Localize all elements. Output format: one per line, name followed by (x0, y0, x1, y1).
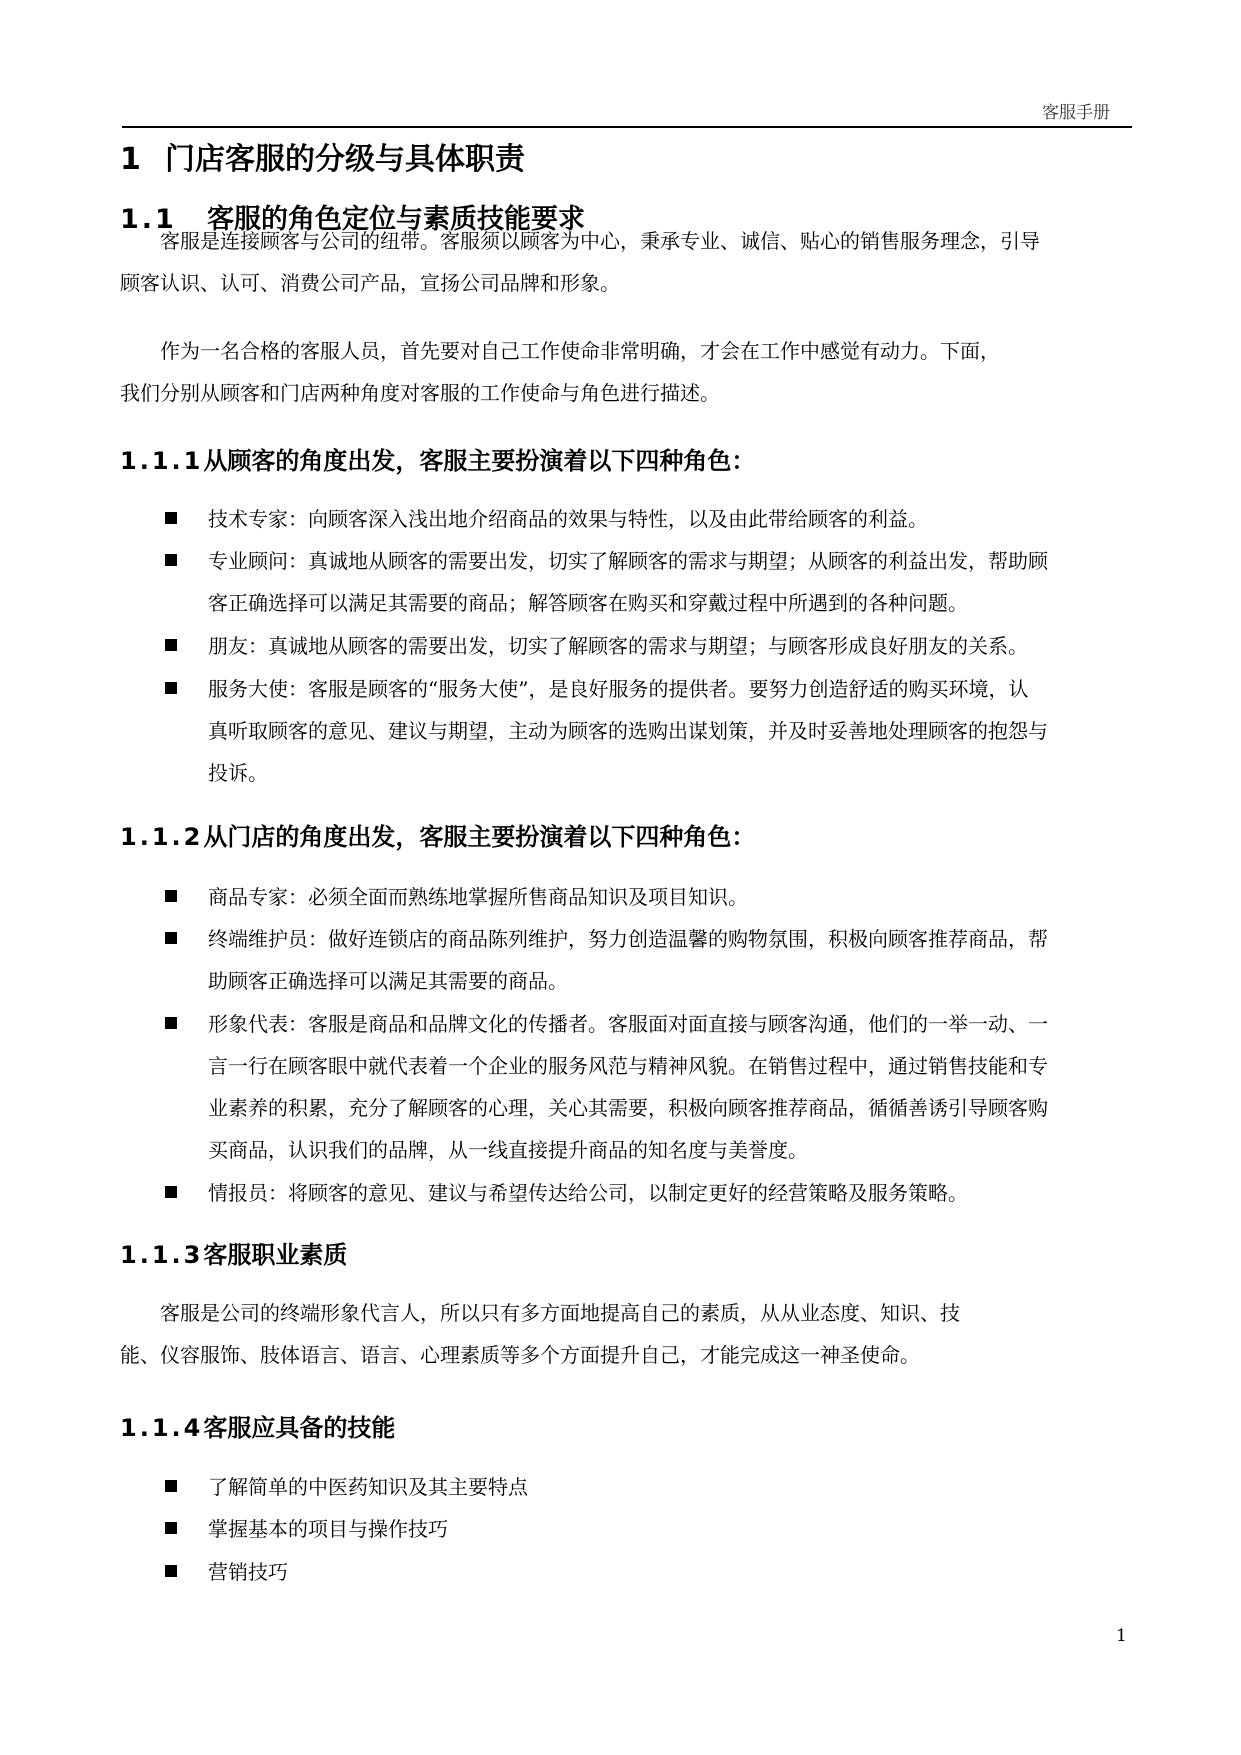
text-line: 朋友：真诚地从顾客的需要出发，切实了解顾客的需求与期望；与顾客形成良好朋友的关系。 (208, 634, 1028, 658)
text-line: 营销技巧 (208, 1560, 288, 1584)
chapter-heading (120, 134, 525, 178)
text-line: 情报员：将顾客的意见、建议与希望传达给公司，以制定更好的经营策略及服务策略。 (208, 1181, 968, 1205)
text-line: 言一行在顾客眼中就代表着一个企业的服务风范与精神风貌。在销售过程中，通过销售技能和专 (208, 1054, 1048, 1078)
square-bullet-icon (165, 1186, 177, 1198)
subsection-heading-1-1-1 (120, 441, 755, 476)
text-line: 客服是公司的终端形象代言人，所以只有多方面地提高自己的素质，从从业态度、知识、技 (160, 1301, 960, 1325)
subsection-heading-1-1-2 (120, 817, 755, 852)
subsection-number: 1.1.1 (120, 447, 204, 475)
subsection-number: 1.1.4 (120, 1414, 204, 1442)
list-item (165, 1551, 288, 1593)
square-bullet-icon (165, 1480, 177, 1492)
subsection-title: 从顾客的角度出发，客服主要扮演着以下四种角色： (203, 447, 756, 475)
text-line: 顾客认识、认可、消费公司产品，宣扬公司品牌和形象。 (120, 271, 620, 295)
subsection-title: 客服职业素质 (203, 1241, 348, 1269)
square-bullet-icon (165, 1017, 177, 1029)
text-line: 了解简单的中医药知识及其主要特点 (208, 1475, 528, 1499)
text-line: 买商品，认识我们的品牌，从一线直接提升商品的知名度与美誉度。 (208, 1138, 808, 1162)
list-item (165, 1003, 1048, 1171)
section-number: 1.1 (120, 204, 177, 235)
section-title: 客服的角色定位与素质技能要求 (207, 204, 585, 235)
text-line: 终端维护员：做好连锁店的商品陈列维护，努力创造温馨的购物氛围，积极向顾客推荐商品，帮 (208, 927, 1048, 951)
text-line: 业素养的积累，充分了解顾客的心理，关心其需要，积极向顾客推荐商品，循循善诱引导顾客购 (208, 1096, 1048, 1120)
list-item (165, 1172, 968, 1214)
subsection-heading-1-1-3 (120, 1235, 347, 1270)
chapter-number: 1 (120, 142, 141, 177)
square-bullet-icon (165, 554, 177, 566)
text-line: 专业顾问：真诚地从顾客的需要出发，切实了解顾客的需求与期望；从顾客的利益出发，帮助顾 (208, 549, 1048, 573)
header-title: 客服手册 (1042, 103, 1110, 123)
list-item (165, 498, 928, 540)
page-number: 1 (1116, 1626, 1127, 1646)
list-item (165, 918, 1048, 1002)
page-header (122, 94, 1132, 128)
subsection-title: 客服应具备的技能 (203, 1414, 396, 1442)
list-item (165, 625, 1028, 667)
text-line: 技术专家：向顾客深入浅出地介绍商品的效果与特性，以及由此带给顾客的利益。 (208, 507, 928, 531)
chapter-title: 门店客服的分级与具体职责 (165, 142, 525, 177)
subsection-number: 1.1.3 (120, 1241, 204, 1269)
square-bullet-icon (165, 890, 177, 902)
subsection-heading-1-1-4 (120, 1408, 395, 1443)
text-line: 客服是连接顾客与公司的纽带。客服须以顾客为中心，秉承专业、诚信、贴心的销售服务理念，引导 (160, 229, 1040, 253)
square-bullet-icon (165, 682, 177, 694)
subsection-paragraph (120, 1292, 960, 1376)
text-line: 真听取顾客的意见、建议与期望，主动为顾客的选购出谋划策，并及时妥善地处理顾客的抱怨与 (208, 719, 1048, 743)
text-line: 服务大使：客服是顾客的“服务大使”，是良好服务的提供者。要努力创造舒适的购买环境，认 (208, 677, 1029, 701)
intro-paragraph-1 (120, 220, 1040, 304)
text-line: 能、仪容服饰、肢体语言、语言、心理素质等多个方面提升自己，才能完成这一神圣使命。 (120, 1343, 920, 1367)
square-bullet-icon (165, 639, 177, 651)
list-item (165, 1508, 448, 1550)
square-bullet-icon (165, 1565, 177, 1577)
text-line: 助顾客正确选择可以满足其需要的商品。 (208, 969, 568, 993)
text-line: 客正确选择可以满足其需要的商品；解答顾客在购买和穿戴过程中所遇到的各种问题。 (208, 591, 968, 615)
square-bullet-icon (165, 512, 177, 524)
subsection-title: 从门店的角度出发，客服主要扮演着以下四种角色： (203, 823, 756, 851)
square-bullet-icon (165, 932, 177, 944)
subsection-number: 1.1.2 (120, 823, 204, 851)
text-line: 形象代表：客服是商品和品牌文化的传播者。客服面对面直接与顾客沟通，他们的一举一动、一 (208, 1012, 1048, 1036)
list-item (165, 540, 1048, 624)
text-line: 掌握基本的项目与操作技巧 (208, 1517, 448, 1541)
text-line: 我们分别从顾客和门店两种角度对客服的工作使命与角色进行描述。 (120, 381, 720, 405)
list-item (165, 876, 748, 918)
text-line: 投诉。 (208, 761, 268, 785)
text-line: 作为一名合格的客服人员，首先要对自己工作使命非常明确，才会在工作中感觉有动力。下面， (160, 339, 1000, 363)
intro-paragraph-2 (120, 330, 1000, 414)
list-item (165, 668, 1048, 794)
square-bullet-icon (165, 1522, 177, 1534)
text-line: 商品专家：必须全面而熟练地掌握所售商品知识及项目知识。 (208, 885, 748, 909)
list-item (165, 1466, 528, 1508)
